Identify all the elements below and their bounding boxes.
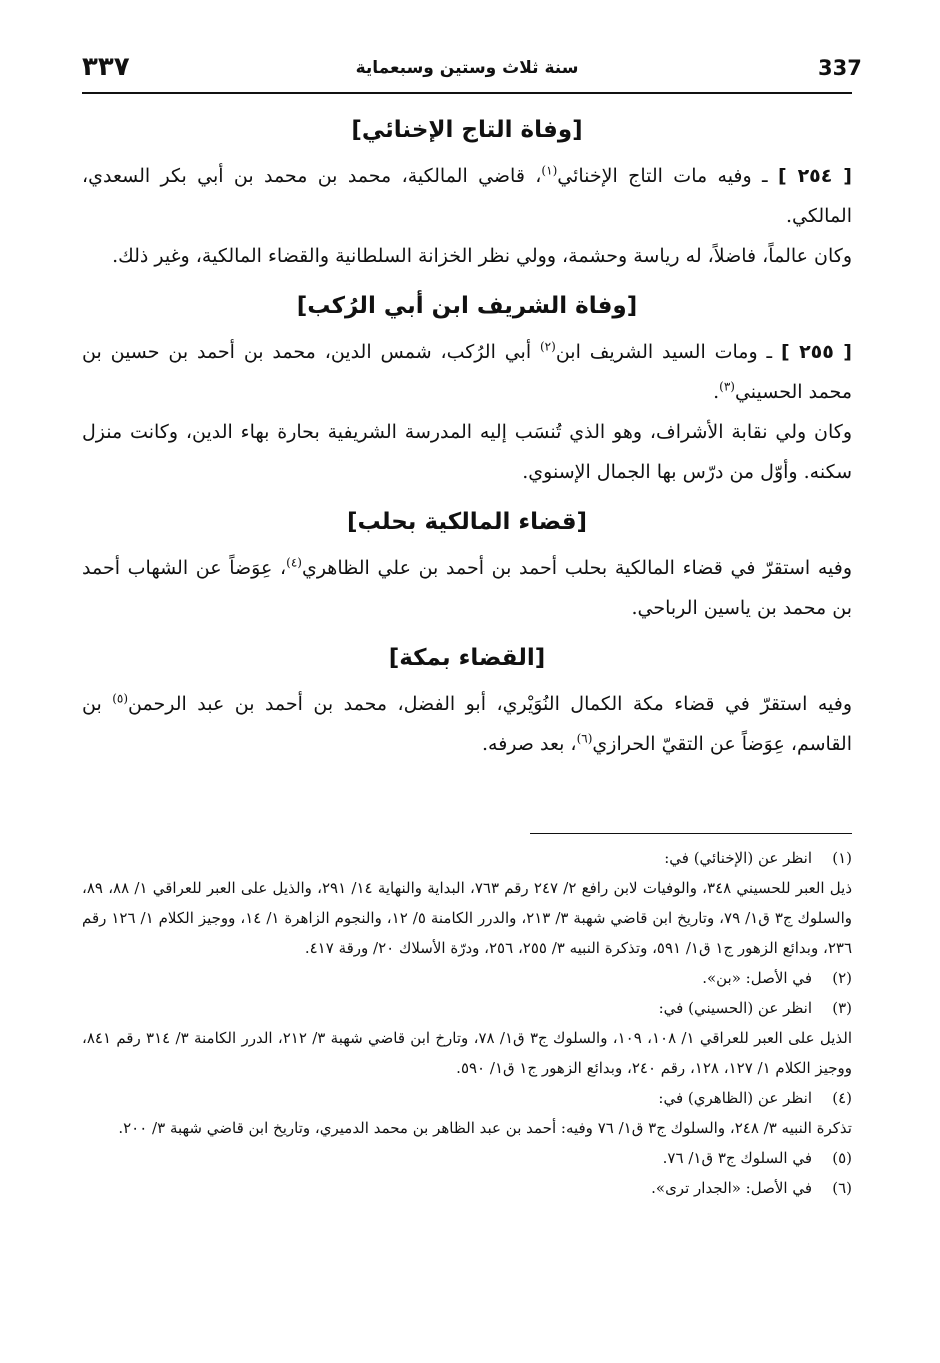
page-number: 337	[818, 56, 862, 80]
entry-text: ـ وفيه مات التاج الإخنائي	[557, 165, 778, 187]
entry-text: ، قاضي المالكية، محمد بن محمد بن أبي بكر السعدي، المالكي.	[82, 165, 852, 227]
body-paragraph: وكان ولي نقابة الأشراف، وهو الذي تُنسَب إليه المدرسة الشريفية بحارة بهاء الدين، وكانت منزل سكنه. وأوّل من درّس بها الجمال الإسنوي.	[82, 421, 852, 483]
footnote-ref: (٤)	[286, 555, 302, 570]
entry-text: بن القاسم، عِوَضاً عن التقيّ الحرازي	[82, 693, 852, 755]
footnote-head: في الأصل: «الجدار ترى».	[651, 1179, 812, 1197]
footnote-ref: (٣)	[719, 379, 735, 394]
entry-text: أبي الرُكب، شمس الدين، محمد بن أحمد بن حسين بن محمد الحسيني	[82, 341, 852, 403]
running-title: سنة ثلاث وستين وسبعماية	[355, 58, 579, 78]
entry-text: وفيه استقرّ في قضاء المالكية بحلب أحمد بن أحمد بن علي الظاهري	[301, 557, 852, 579]
footnote-3	[82, 993, 852, 1083]
body-paragraph	[82, 684, 852, 764]
footnote-number: (٦)	[832, 1179, 852, 1197]
entry-text: وفيه استقرّ في قضاء مكة الكمال النُوَيْري، أبو الفضل، محمد بن أحمد بن عبد الرحمن	[128, 693, 853, 715]
footnote-ref: (٥)	[112, 691, 129, 706]
footnote-4	[82, 1083, 852, 1143]
footnote-ref: (٢)	[539, 339, 556, 354]
footnote-number: (٢)	[832, 969, 852, 987]
running-header	[82, 52, 862, 94]
entry-paragraph	[82, 332, 852, 412]
footnote-number: (١)	[832, 849, 852, 867]
footnote-5	[82, 1143, 852, 1173]
body-paragraph	[82, 548, 852, 628]
footnote-1	[82, 843, 852, 963]
entry-paragraph	[82, 156, 852, 236]
section-heading: [قضاء المالكية بحلب]	[346, 509, 588, 535]
entry-number: [ ٢٥٤ ]	[777, 165, 852, 187]
footnotes	[82, 843, 852, 1203]
footnote-ref: (٦)	[576, 731, 593, 746]
footnote-number: (٥)	[832, 1149, 852, 1167]
section-heading: [وفاة التاج الإخنائي]	[351, 117, 583, 143]
footnote-head: انظر عن (الحسيني) في:	[658, 999, 812, 1017]
header-rule	[82, 92, 852, 94]
footnote-number: (٤)	[832, 1089, 852, 1107]
footnote-head: في الأصل: «بن».	[702, 969, 812, 987]
body-paragraph: وكان عالماً، فاضلاً، له رياسة وحشمة، وولي نظر الخزانة السلطانية والقضاء المالكية، وغير ذلك.	[112, 245, 852, 267]
footnote-body: ذيل العبر للحسيني ٣٤٨، والوفيات لابن رافع ٢/ ٢٤٧ رقم ٧٦٣، البداية والنهاية ١٤/ ٢٩١، والذيل على العبر للعراقي ١/ ٨٨، ٨٩، والسلوك ج٣ ق١/ ٧٩، وتاريخ ابن قاضي شهبة ٣/ ٢١٣، والدرر الكامنة ٥/ ١٢، والنجوم الزاهرة ١/ ١٤، ووجيز الكلام ١/ ١٢٦ رقم ٢٣٦، وبدائع الزهور ج١ ق١/ ٥٩١، وتذكرة النبيه ٣/ ٢٥٥، ٢٥٦، ودرّة الأسلاك ٢٠/ ورقة ٤١٧.	[82, 879, 853, 957]
section-heading: [وفاة الشريف ابن أبي الرُكب]	[296, 293, 638, 319]
footnote-head: في السلوك ج٣ ق١/ ٧٦.	[662, 1149, 812, 1167]
page-number-arabic: ٣٣٧	[82, 52, 130, 82]
entry-text: .	[713, 381, 720, 403]
main-text	[82, 108, 852, 764]
entry-number: [ ٢٥٥ ]	[780, 341, 852, 363]
section-heading: [القضاء بمكة]	[388, 645, 546, 671]
footnote-head: انظر عن (الظاهري) في:	[658, 1089, 812, 1107]
footnote-6	[82, 1173, 852, 1203]
footnote-head: انظر عن (الإخنائي) في:	[664, 849, 812, 867]
footnote-number: (٣)	[832, 999, 852, 1017]
footnote-separator	[530, 833, 852, 834]
footnote-body: تذكرة النبيه ٣/ ٢٤٨، والسلوك ج٣ ق١/ ٧٦ وفيه: أحمد بن عبد الظاهر بن محمد الدميري، وتاريخ ابن قاضي شهبة ٣/ ٢٠٠.	[118, 1119, 852, 1137]
entry-text: ـ ومات السيد الشريف ابن	[555, 341, 781, 363]
footnote-2	[82, 963, 852, 993]
entry-text: ، بعد صرفه.	[482, 733, 577, 755]
footnote-body: الذيل على العبر للعراقي ١/ ١٠٨، ١٠٩، والسلوك ج٣ ق١/ ٧٨، وتارخ ابن قاضي شهبة ٣/ ٢١٢، الدرر الكامنة ٣/ ٣١٤ رقم ٨٤١، ووجيز الكلام ١/ ١٢٧، ١٢٨، رقم ٢٤٠، وبدائع الزهور ج١ ق١/ ٥٩٠.	[82, 1029, 853, 1077]
footnote-ref: (١)	[541, 163, 558, 178]
entry-text: ، عِوَضاً عن الشهاب أحمد بن محمد بن ياسين الرباحي.	[82, 557, 852, 619]
